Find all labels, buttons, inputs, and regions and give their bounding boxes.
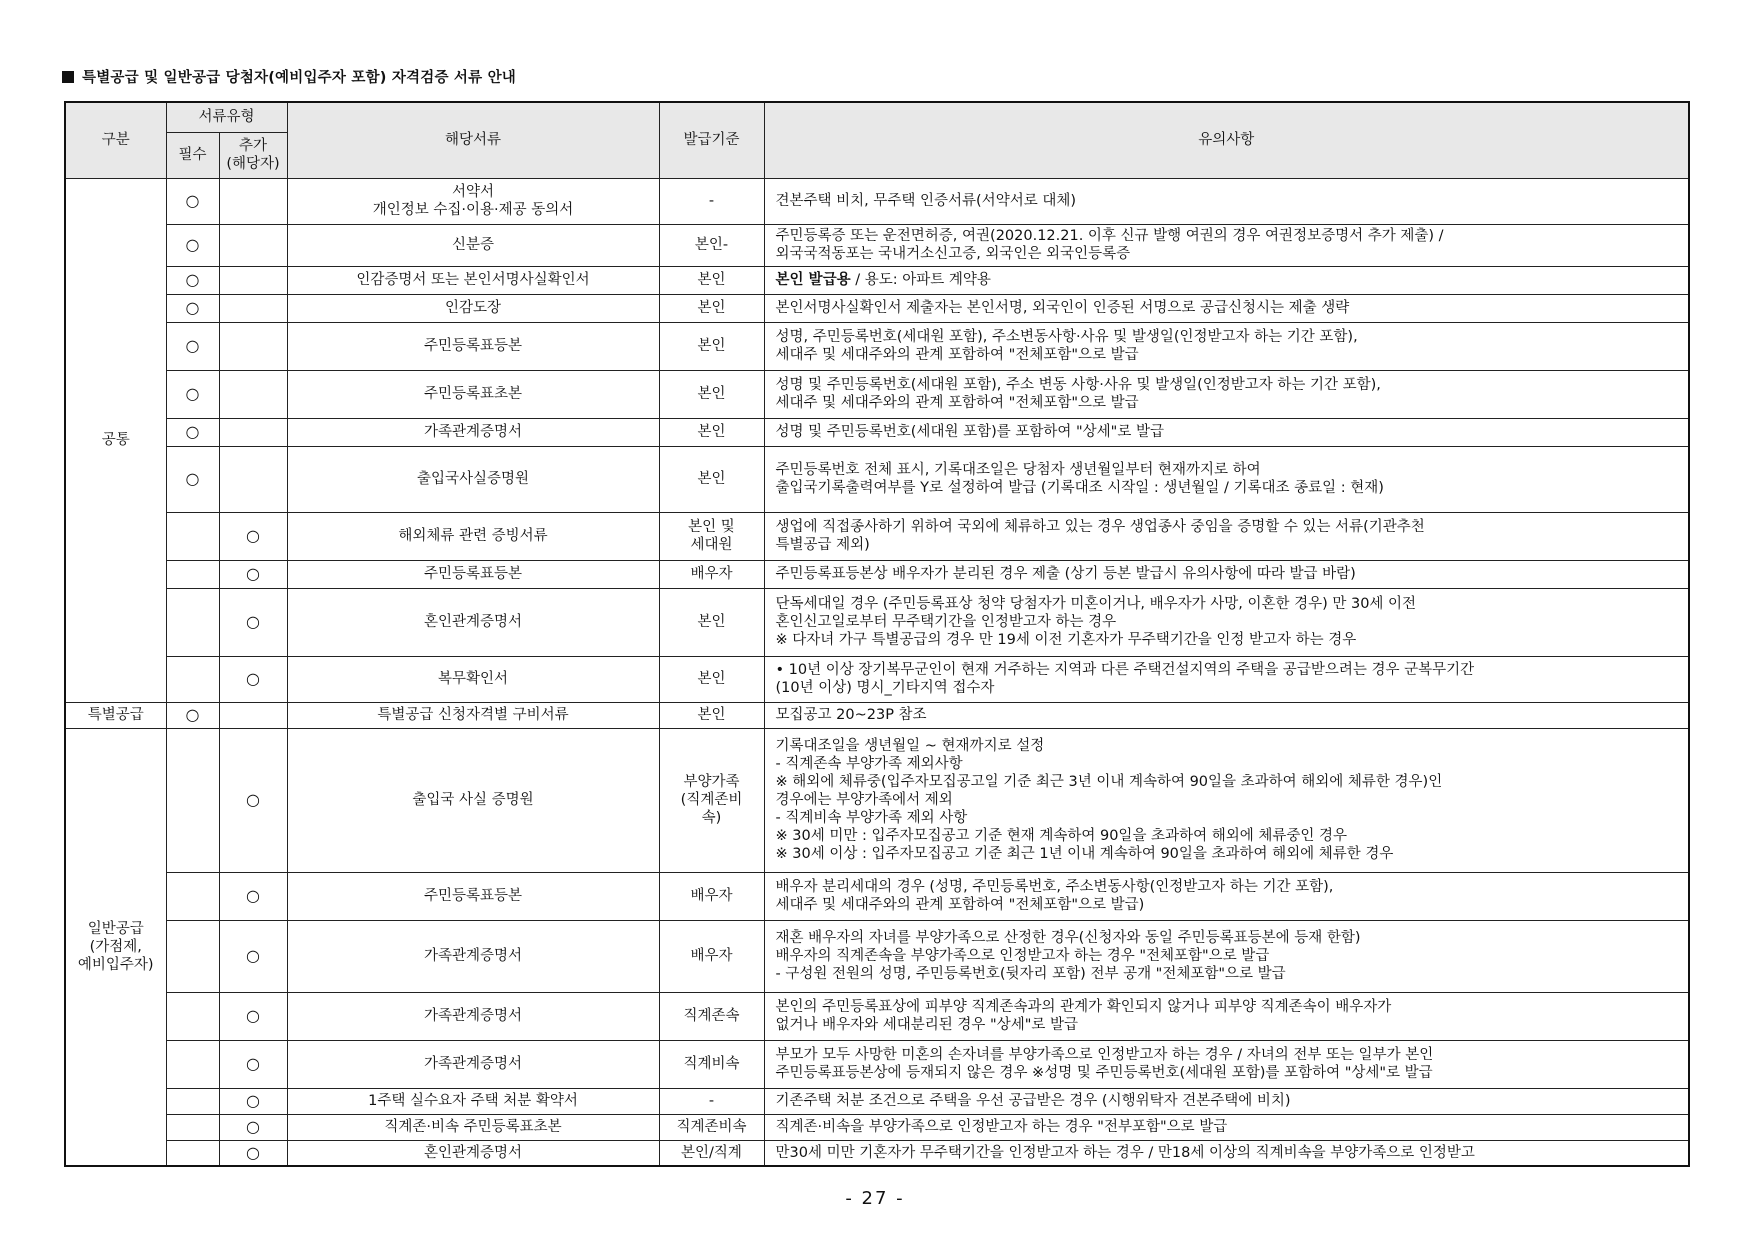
- table-row: [65, 1114, 1689, 1140]
- notes-text: 주민등록증 또는 운전면허증, 여권(2020.12.21. 이후 신규 발행 여권의 경우 여권정보증명서 추가 제출) / 외국국적동포는 국내거소신고증, 외국인은 외국인등록증: [764, 224, 1689, 266]
- document-name: 혼인관계증명서: [287, 588, 659, 656]
- additional-cell: [219, 294, 287, 322]
- additional-mark: ○: [219, 588, 287, 656]
- issue-basis: 본인: [659, 266, 764, 294]
- group-special: 특별공급: [65, 702, 166, 728]
- additional-cell: [219, 702, 287, 728]
- required-cell: [166, 728, 219, 872]
- header-additional: 추가 (해당자): [219, 132, 287, 178]
- additional-mark: ○: [219, 920, 287, 992]
- additional-mark: ○: [219, 560, 287, 588]
- issue-basis: -: [659, 178, 764, 224]
- notes-rest-text: / 용도: 아파트 계약용: [850, 272, 991, 288]
- document-name: 가족관계증명서: [287, 1040, 659, 1088]
- document-name: 서약서 개인정보 수집·이용·제공 동의서: [287, 178, 659, 224]
- issue-basis: 본인: [659, 702, 764, 728]
- required-cell: [166, 1140, 219, 1166]
- table-row: [65, 294, 1689, 322]
- issue-basis: 본인 및 세대원: [659, 512, 764, 560]
- table-row: [65, 560, 1689, 588]
- issue-basis: 본인: [659, 446, 764, 512]
- square-bullet-icon: [62, 71, 74, 83]
- issue-basis: 본인/직계: [659, 1140, 764, 1166]
- notes-text: 본인의 주민등록표상에 피부양 직계존속과의 관계가 확인되지 않거나 피부양 직계존속이 배우자가 없거나 배우자와 세대분리된 경우 "상세"로 발급: [764, 992, 1689, 1040]
- additional-mark: ○: [219, 1040, 287, 1088]
- page-title: [62, 66, 516, 87]
- notes-text: 주민등록표등본상 배우자가 분리된 경우 제출 (상기 등본 발급시 유의사항에 따라 발급 바람): [764, 560, 1689, 588]
- document-name: 해외체류 관련 증빙서류: [287, 512, 659, 560]
- additional-cell: [219, 446, 287, 512]
- required-mark: ○: [166, 178, 219, 224]
- document-name: 직계존·비속 주민등록표초본: [287, 1114, 659, 1140]
- notes-text: 배우자 분리세대의 경우 (성명, 주민등록번호, 주소변동사항(인정받고자 하는 기간 포함), 세대주 및 세대주와의 관계 포함하여 "전체포함"으로 발급): [764, 872, 1689, 920]
- document-name: 출입국 사실 증명원: [287, 728, 659, 872]
- table-row: [65, 370, 1689, 418]
- group-common: 공통: [65, 178, 166, 702]
- required-mark: ○: [166, 418, 219, 446]
- table-row: [65, 702, 1689, 728]
- additional-cell: [219, 178, 287, 224]
- document-name: 1주택 실수요자 주택 처분 확약서: [287, 1088, 659, 1114]
- required-cell: [166, 1040, 219, 1088]
- document-name: 복무확인서: [287, 656, 659, 702]
- document-name: 인감도장: [287, 294, 659, 322]
- required-mark: ○: [166, 224, 219, 266]
- document-name: 주민등록표초본: [287, 370, 659, 418]
- required-cell: [166, 656, 219, 702]
- issue-basis: 배우자: [659, 560, 764, 588]
- required-mark: ○: [166, 266, 219, 294]
- additional-mark: ○: [219, 728, 287, 872]
- issue-basis: 본인: [659, 588, 764, 656]
- notes-text: 성명 및 주민등록번호(세대원 포함)를 포함하여 "상세"로 발급: [764, 418, 1689, 446]
- issue-basis: 배우자: [659, 872, 764, 920]
- document-name: 가족관계증명서: [287, 992, 659, 1040]
- notes-text: 단독세대일 경우 (주민등록표상 청약 당첨자가 미혼이거나, 배우자가 사망, 이혼한 경우) 만 30세 이전 혼인신고일로부터 무주택기간을 인정받고자 하는 경우 ※ 다자녀 가구 특별공급의 경우 만 19세 이전 기혼자가 무주택기간을 인정 받고자 하는 경우: [764, 588, 1689, 656]
- notes-text: 기록대조일을 생년월일 ~ 현재까지로 설정 - 직계존속 부양가족 제외사항 ※ 해외에 체류중(입주자모집공고일 기준 최근 3년 이내 계속하여 90일을 초과하여 해외에 체류한 경우)인 경우에는 부양가족에서 제외 - 직계비속 부양가족 제외 사항 ※ 30세 미만 : 입주자모집공고 기준 현재 계속하여 90일을 초과하여 해외에 체류중인 경우 ※ 30세 이상 : 입주자모집공고 기준 최근 1년 이내 계속하여 90일을 초과하여 해외에 체류한 경우: [764, 728, 1689, 872]
- additional-mark: ○: [219, 512, 287, 560]
- document-name: 특별공급 신청자격별 구비서류: [287, 702, 659, 728]
- notes-text: 만30세 미만 기혼자가 무주택기간을 인정받고자 하는 경우 / 만18세 이상의 직계비속을 부양가족으로 인정받고: [764, 1140, 1689, 1166]
- notes-text: 성명 및 주민등록번호(세대원 포함), 주소 변동 사항·사유 및 발생일(인정받고자 하는 기간 포함), 세대주 및 세대주와의 관계 포함하여 "전체포함"으로 발급: [764, 370, 1689, 418]
- table-row: [65, 588, 1689, 656]
- notes-text: 견본주택 비치, 무주택 인증서류(서약서로 대체): [764, 178, 1689, 224]
- notes-text: 직계존·비속을 부양가족으로 인정받고자 하는 경우 "전부포함"으로 발급: [764, 1114, 1689, 1140]
- header-doc-type: 서류유형: [166, 102, 287, 132]
- document-name: 주민등록표등본: [287, 872, 659, 920]
- table-row: [65, 224, 1689, 266]
- additional-cell: [219, 322, 287, 370]
- table-row: [65, 656, 1689, 702]
- additional-cell: [219, 370, 287, 418]
- notes-text: [764, 266, 1689, 294]
- document-name: 주민등록표등본: [287, 560, 659, 588]
- page-title-text: 특별공급 및 일반공급 당첨자(예비입주자 포함) 자격검증 서류 안내: [82, 70, 516, 86]
- notes-text: • 10년 이상 장기복무군인이 현재 거주하는 지역과 다른 주택건설지역의 주택을 공급받으려는 경우 군복무기간 (10년 이상) 명시_기타지역 접수자: [764, 656, 1689, 702]
- required-mark: ○: [166, 370, 219, 418]
- required-cell: [166, 560, 219, 588]
- table-row: [65, 266, 1689, 294]
- issue-basis: 직계존속: [659, 992, 764, 1040]
- table-row: [65, 1088, 1689, 1114]
- document-name: 가족관계증명서: [287, 418, 659, 446]
- table-row: [65, 728, 1689, 872]
- document-name: 가족관계증명서: [287, 920, 659, 992]
- notes-text: 본인서명사실확인서 제출자는 본인서명, 외국인이 인증된 서명으로 공급신청시는 제출 생략: [764, 294, 1689, 322]
- document-name: 출입국사실증명원: [287, 446, 659, 512]
- issue-basis: 본인: [659, 418, 764, 446]
- table-row: [65, 418, 1689, 446]
- required-mark: ○: [166, 322, 219, 370]
- header-issue-basis: 발급기준: [659, 102, 764, 178]
- required-cell: [166, 1088, 219, 1114]
- notes-text: 성명, 주민등록번호(세대원 포함), 주소변동사항·사유 및 발생일(인정받고자 하는 기간 포함), 세대주 및 세대주와의 관계 포함하여 "전체포함"으로 발급: [764, 322, 1689, 370]
- table-row: [65, 1040, 1689, 1088]
- table-row: [65, 1140, 1689, 1166]
- additional-cell: [219, 266, 287, 294]
- table-row: [65, 322, 1689, 370]
- additional-mark: ○: [219, 1140, 287, 1166]
- additional-cell: [219, 418, 287, 446]
- notes-text: 모집공고 20~23P 참조: [764, 702, 1689, 728]
- issue-basis: 직계존비속: [659, 1114, 764, 1140]
- table-row: [65, 920, 1689, 992]
- required-cell: [166, 1114, 219, 1140]
- issue-basis: -: [659, 1088, 764, 1114]
- required-mark: ○: [166, 702, 219, 728]
- required-mark: ○: [166, 446, 219, 512]
- page-number: - 27 -: [845, 1188, 905, 1209]
- table-row: [65, 178, 1689, 224]
- issue-basis: 부양가족 (직계존비 속): [659, 728, 764, 872]
- header-required: 필수: [166, 132, 219, 178]
- notes-bold-text: 본인 발급용: [775, 272, 851, 288]
- additional-mark: ○: [219, 656, 287, 702]
- group-general: 일반공급 (가점제, 예비입주자): [65, 728, 166, 1166]
- required-cell: [166, 992, 219, 1040]
- additional-cell: [219, 224, 287, 266]
- required-cell: [166, 588, 219, 656]
- header-category: 구분: [65, 102, 166, 178]
- table-row: [65, 992, 1689, 1040]
- document-name: 신분증: [287, 224, 659, 266]
- required-cell: [166, 920, 219, 992]
- table-row: [65, 872, 1689, 920]
- issue-basis: 직계비속: [659, 1040, 764, 1088]
- issue-basis: 본인: [659, 370, 764, 418]
- document-name: 인감증명서 또는 본인서명사실확인서: [287, 266, 659, 294]
- table-row: [65, 512, 1689, 560]
- additional-mark: ○: [219, 992, 287, 1040]
- document-name: 혼인관계증명서: [287, 1140, 659, 1166]
- issue-basis: 본인: [659, 322, 764, 370]
- notes-text: 주민등록번호 전체 표시, 기록대조일은 당첨자 생년월일부터 현재까지로 하여 출입국기록출력여부를 Y로 설정하여 발급 (기록대조 시작일 : 생년월일 / 기록대조 종료일 : 현재): [764, 446, 1689, 512]
- header-document: 해당서류: [287, 102, 659, 178]
- issue-basis: 본인: [659, 294, 764, 322]
- issue-basis: 본인: [659, 656, 764, 702]
- additional-mark: ○: [219, 1088, 287, 1114]
- document-name: 주민등록표등본: [287, 322, 659, 370]
- issue-basis: 본인-: [659, 224, 764, 266]
- notes-text: 부모가 모두 사망한 미혼의 손자녀를 부양가족으로 인정받고자 하는 경우 / 자녀의 전부 또는 일부가 본인 주민등록표등본상에 등재되지 않은 경우 ※성명 및 주민등록번호(세대원 포함)를 포함하여 "상세"로 발급: [764, 1040, 1689, 1088]
- required-cell: [166, 512, 219, 560]
- additional-mark: ○: [219, 872, 287, 920]
- required-cell: [166, 872, 219, 920]
- verification-documents-table: [64, 101, 1690, 1167]
- header-notes: 유의사항: [764, 102, 1689, 178]
- table-row: [65, 446, 1689, 512]
- required-mark: ○: [166, 294, 219, 322]
- additional-mark: ○: [219, 1114, 287, 1140]
- notes-text: 재혼 배우자의 자녀를 부양가족으로 산정한 경우(신청자와 동일 주민등록표등본에 등재 한함) 배우자의 직계존속을 부양가족으로 인정받고자 하는 경우 "전체포함"으로 발급 - 구성원 전원의 성명, 주민등록번호(뒷자리 포함) 전부 공개 "전체포함"으로 발급: [764, 920, 1689, 992]
- notes-text: 생업에 직접종사하기 위하여 국외에 체류하고 있는 경우 생업종사 중임을 증명할 수 있는 서류(기관추천 특별공급 제외): [764, 512, 1689, 560]
- notes-text: 기존주택 처분 조건으로 주택을 우선 공급받은 경우 (시행위탁자 견본주택에 비치): [764, 1088, 1689, 1114]
- issue-basis: 배우자: [659, 920, 764, 992]
